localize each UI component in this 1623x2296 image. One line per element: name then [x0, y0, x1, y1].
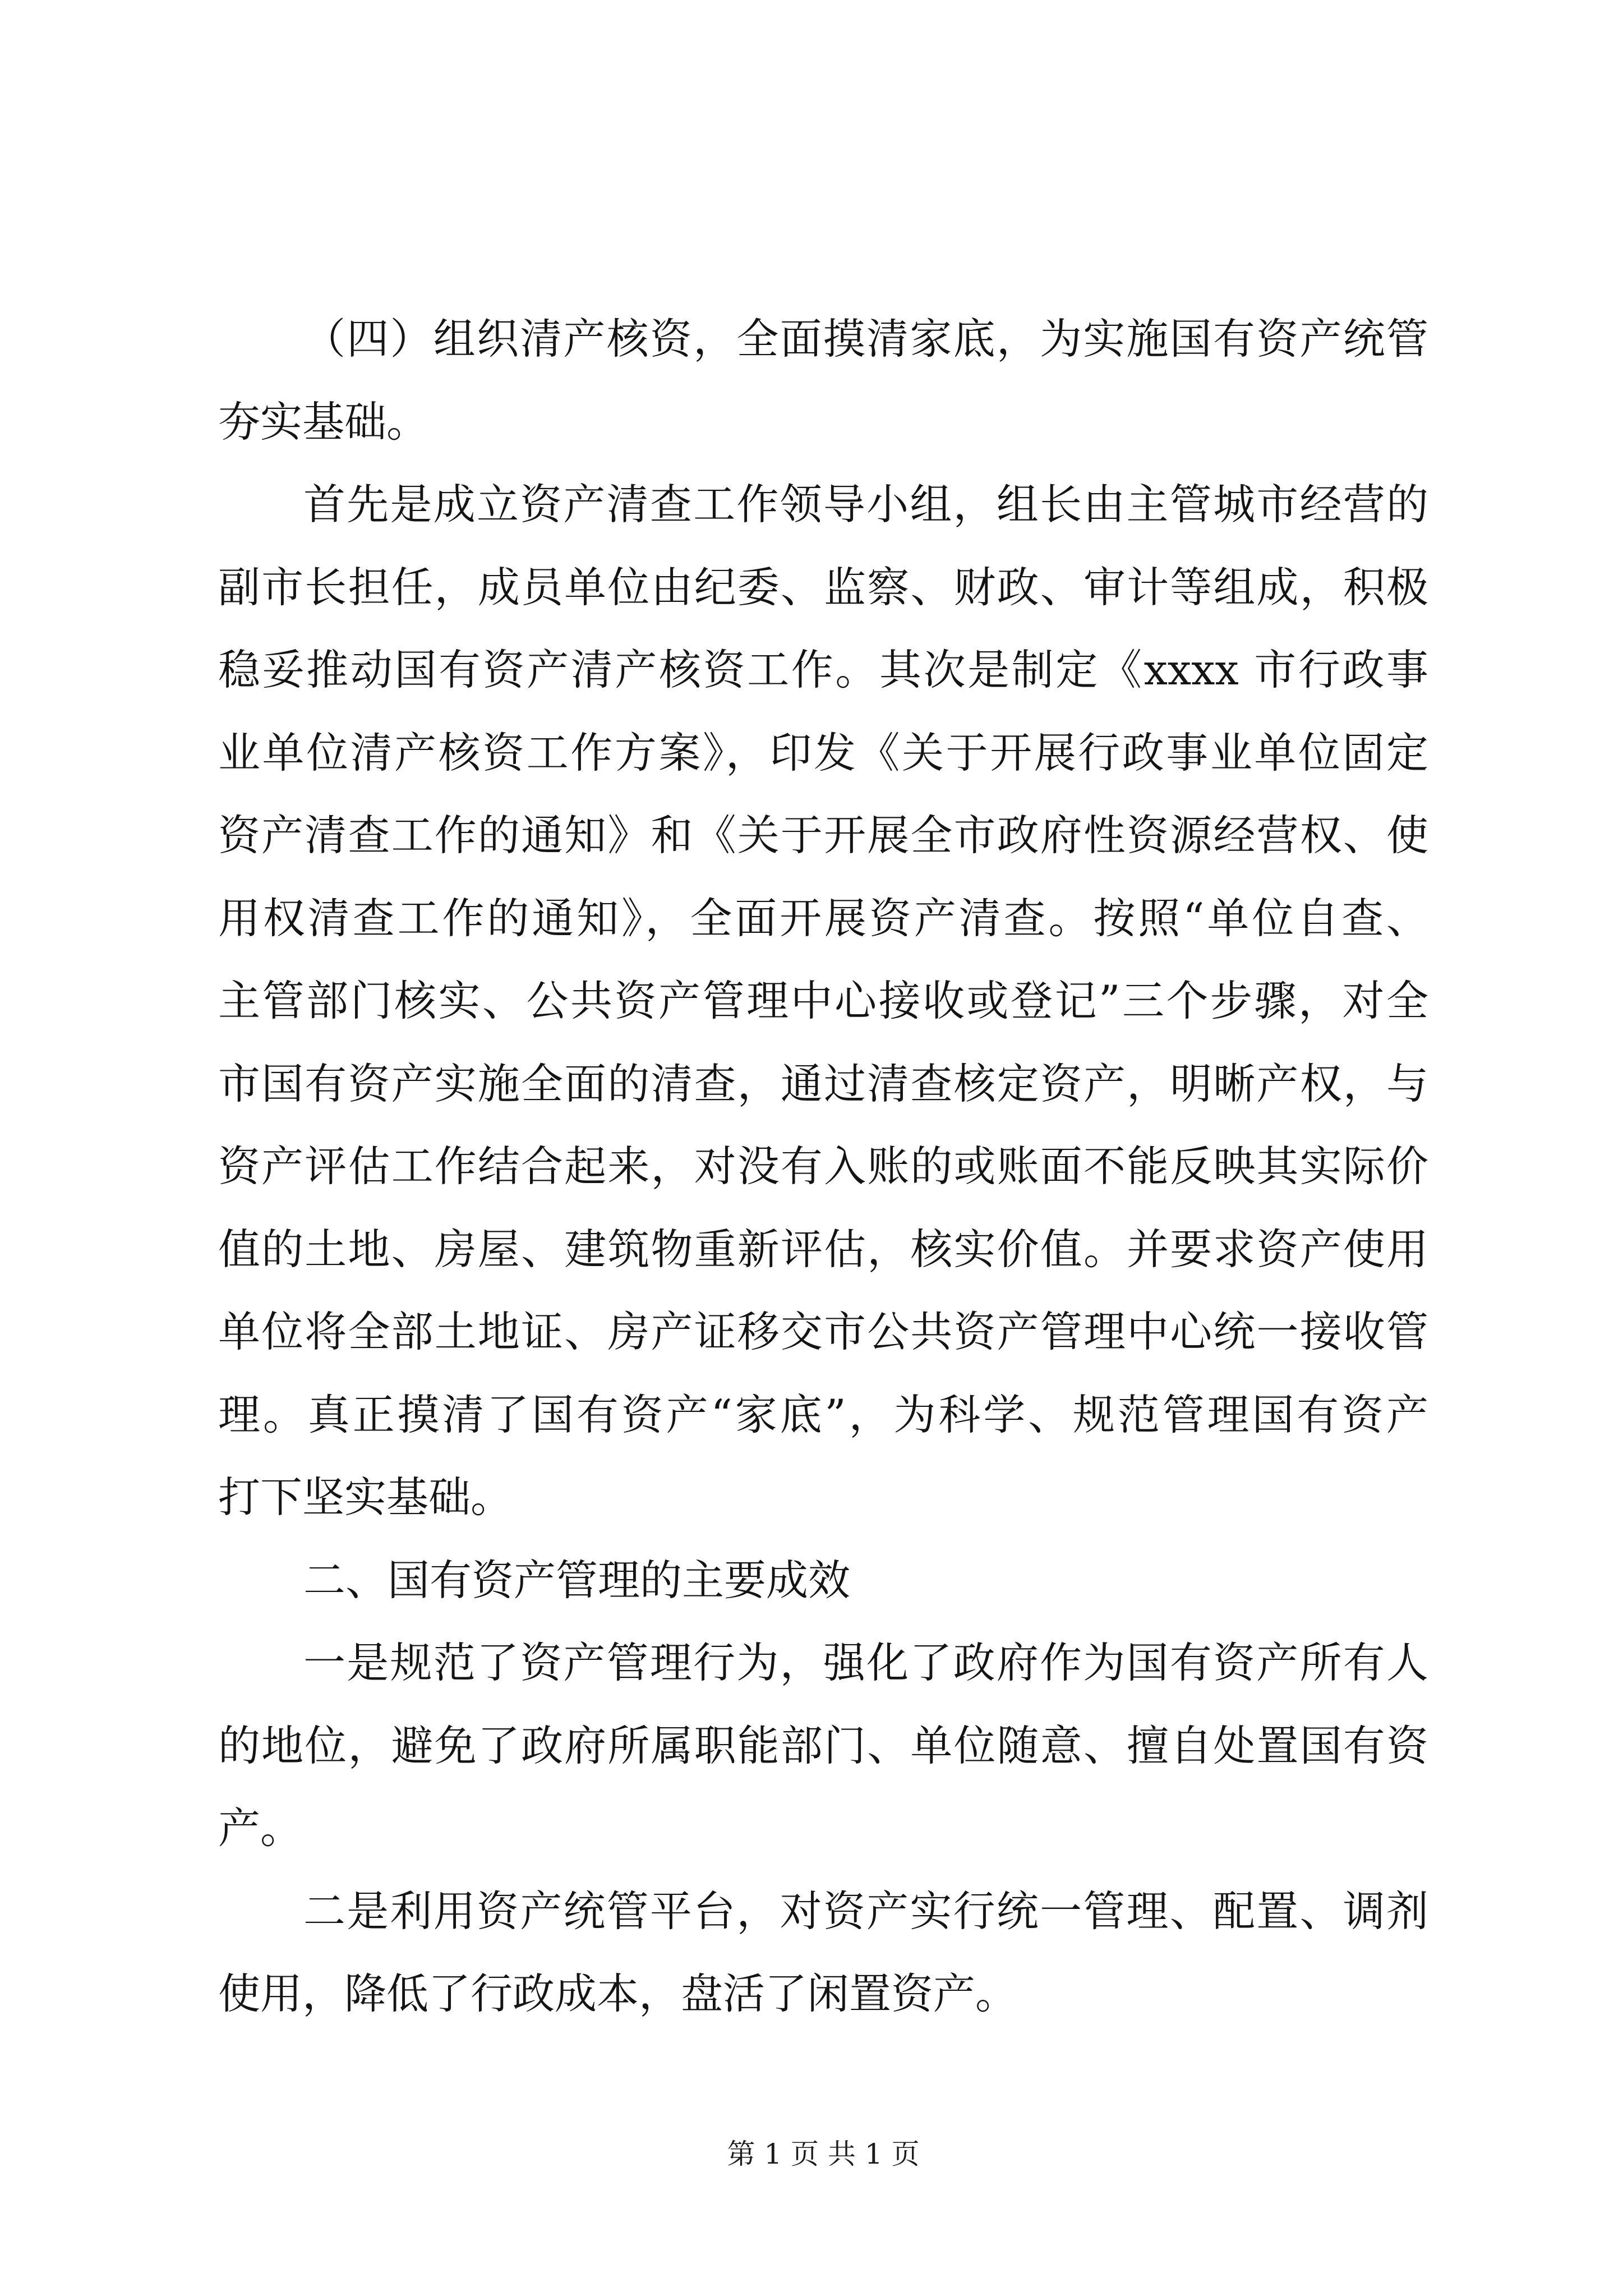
text-line: 稳妥推动国有资产清产核资工作。其次是制定《xxxx 市行政事: [218, 645, 1428, 694]
text-line: 单位将全部土地证、房产证移交市公共资产管理中心统一接收管: [218, 1307, 1428, 1356]
heading-line: 二、国有资产管理的主要成效: [303, 1555, 851, 1605]
text-line: 的地位，避免了政府所属职能部门、单位随意、擅自处置国有资: [218, 1720, 1428, 1770]
text-line: 副市长担任，成员单位由纪委、监察、财政、审计等组成，积极: [218, 562, 1428, 612]
text-line: 产。: [218, 1803, 303, 1853]
text-line: 值的土地、房屋、建筑物重新评估，核实价值。并要求资产使用: [218, 1224, 1428, 1274]
text-line: 理。真正摸清了国有资产“家底”，为科学、规范管理国有资产: [218, 1389, 1428, 1439]
paragraph-result-two: [218, 1870, 1428, 2036]
section-heading: [218, 1539, 1428, 1622]
paragraph-section-four: [218, 298, 1428, 463]
text-line: 主管部门核实、公共资产管理中心接收或登记”三个步骤，对全: [218, 976, 1428, 1025]
document-body: [218, 298, 1428, 2036]
text-line: 使用，降低了行政成本，盘活了闲置资产。: [218, 1969, 1018, 2018]
text-line: 业单位清产核资工作方案》，印发《关于开展行政事业单位固定: [218, 728, 1428, 777]
page-footer: 第 1 页 共 1 页: [727, 2138, 920, 2170]
text-line: 夯实基础。: [218, 397, 429, 447]
text-line: （四）组织清产核资，全面摸清家底，为实施国有资产统管: [303, 314, 1428, 364]
text-line: 资产清查工作的通知》和《关于开展全市政府性资源经营权、使: [218, 811, 1428, 860]
text-line: 资产评估工作结合起来，对没有入账的或账面不能反映其实际价: [218, 1142, 1428, 1191]
text-line: 首先是成立资产清查工作领导小组，组长由主管城市经营的: [303, 480, 1428, 529]
text-line: 用权清查工作的通知》，全面开展资产清查。按照“单位自查、: [218, 893, 1428, 943]
text-line: 一是规范了资产管理行为，强化了政府作为国有资产所有人: [303, 1638, 1428, 1687]
text-line: 打下坚实基础。: [218, 1473, 513, 1522]
paragraph-result-one: [218, 1622, 1428, 1870]
paragraph-asset-inventory: [218, 463, 1428, 1539]
text-line: 二是利用资产统管平台，对资产实行统一管理、配置、调剂: [303, 1886, 1428, 1936]
text-line: 市国有资产实施全面的清查，通过清查核定资产，明晰产权，与: [218, 1059, 1428, 1108]
